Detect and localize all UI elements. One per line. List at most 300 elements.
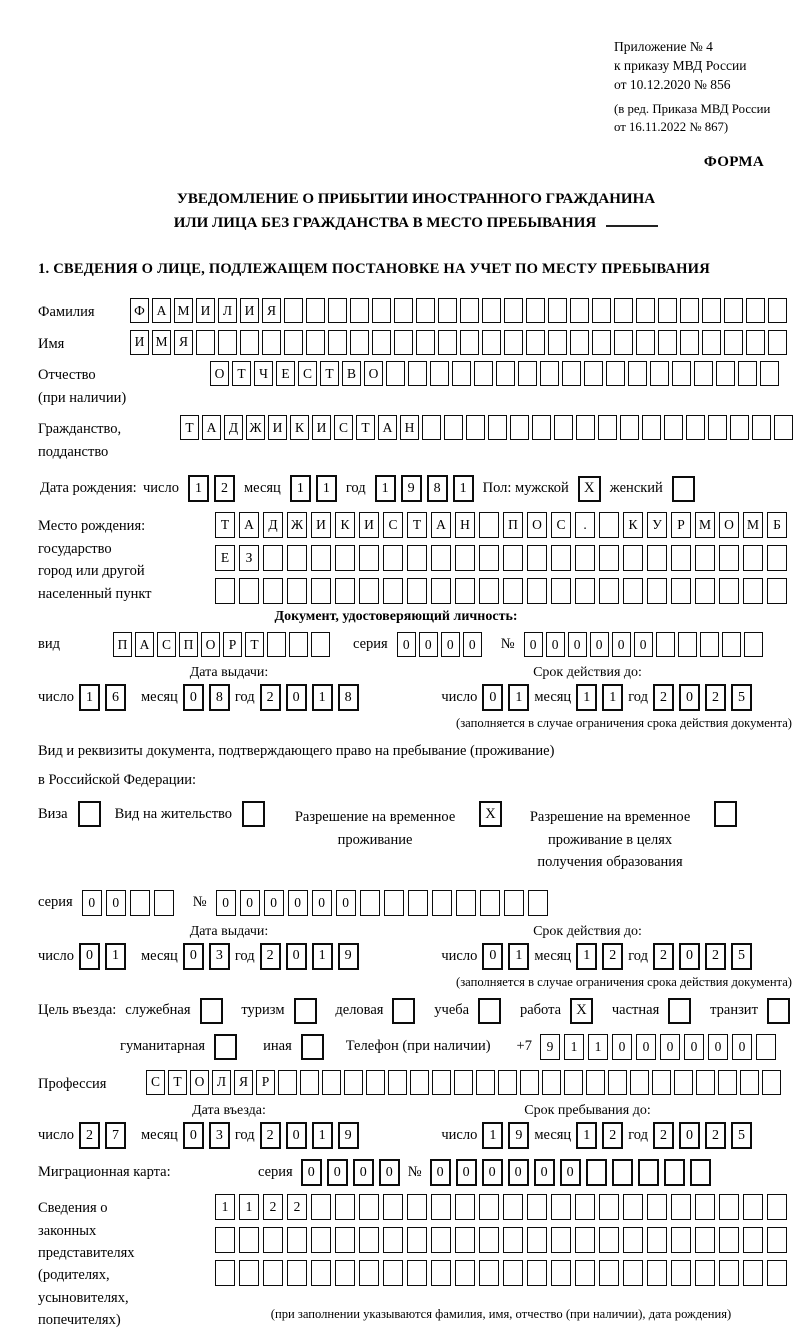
char-box[interactable]: С — [383, 512, 403, 538]
char-box[interactable] — [503, 545, 523, 571]
char-box[interactable] — [647, 578, 667, 604]
char-box[interactable] — [444, 415, 463, 440]
char-box[interactable]: Л — [218, 298, 237, 323]
char-box[interactable]: 1 — [482, 1122, 503, 1149]
char-box[interactable]: С — [334, 415, 353, 440]
issue-month-boxes[interactable] — [183, 684, 230, 711]
char-box[interactable]: 2 — [260, 684, 281, 711]
char-box[interactable]: Ж — [287, 512, 307, 538]
char-box[interactable] — [719, 578, 739, 604]
char-box[interactable]: 0 — [240, 890, 260, 916]
char-box[interactable]: 0 — [568, 632, 587, 657]
char-box[interactable] — [774, 415, 793, 440]
char-box[interactable] — [719, 545, 739, 571]
char-box[interactable] — [431, 1194, 451, 1220]
char-box[interactable]: 0 — [612, 632, 631, 657]
char-box[interactable] — [575, 1194, 595, 1220]
char-box[interactable] — [503, 1260, 523, 1286]
char-box[interactable] — [407, 1194, 427, 1220]
char-box[interactable] — [606, 361, 625, 386]
char-box[interactable]: 0 — [79, 943, 100, 970]
char-box[interactable] — [196, 330, 215, 355]
char-box[interactable] — [215, 1260, 235, 1286]
char-box[interactable]: 2 — [705, 1122, 726, 1149]
char-box[interactable] — [576, 415, 595, 440]
char-box[interactable] — [570, 298, 589, 323]
char-box[interactable] — [311, 1227, 331, 1253]
char-box[interactable]: 1 — [105, 943, 126, 970]
char-box[interactable] — [722, 632, 741, 657]
char-box[interactable]: 0 — [508, 1159, 529, 1186]
char-box[interactable] — [240, 330, 259, 355]
char-box[interactable]: 1 — [312, 684, 333, 711]
char-box[interactable]: Т — [245, 632, 264, 657]
migration-number-boxes[interactable] — [430, 1159, 711, 1186]
char-box[interactable] — [488, 415, 507, 440]
char-box[interactable]: 0 — [216, 890, 236, 916]
char-box[interactable]: И — [130, 330, 149, 355]
char-box[interactable] — [767, 1227, 787, 1253]
char-box[interactable] — [551, 1227, 571, 1253]
char-box[interactable]: Е — [215, 545, 235, 571]
char-box[interactable] — [671, 578, 691, 604]
char-box[interactable]: 6 — [105, 684, 126, 711]
char-box[interactable] — [407, 545, 427, 571]
char-box[interactable]: . — [575, 512, 595, 538]
char-box[interactable]: О — [210, 361, 229, 386]
char-box[interactable]: 0 — [183, 943, 204, 970]
char-box[interactable]: О — [527, 512, 547, 538]
char-box[interactable]: Н — [455, 512, 475, 538]
residence-expiry-year-boxes[interactable] — [653, 943, 752, 970]
char-box[interactable] — [528, 890, 548, 916]
char-box[interactable] — [300, 1070, 319, 1095]
char-box[interactable] — [408, 890, 428, 916]
char-box[interactable]: А — [135, 632, 154, 657]
char-box[interactable] — [702, 298, 721, 323]
char-box[interactable]: Я — [174, 330, 193, 355]
temp-residence-education-checkbox[interactable] — [714, 801, 737, 827]
char-box[interactable] — [482, 330, 501, 355]
char-box[interactable] — [479, 545, 499, 571]
char-box[interactable] — [527, 578, 547, 604]
char-box[interactable]: Я — [262, 298, 281, 323]
char-box[interactable]: В — [342, 361, 361, 386]
char-box[interactable] — [672, 361, 691, 386]
char-box[interactable] — [306, 330, 325, 355]
birth-place-boxes-row2[interactable] — [215, 545, 787, 571]
char-box[interactable]: 5 — [731, 684, 752, 711]
residence-issue-year-boxes[interactable] — [260, 943, 359, 970]
char-box[interactable]: 0 — [286, 943, 307, 970]
char-box[interactable] — [678, 632, 697, 657]
char-box[interactable]: А — [431, 512, 451, 538]
char-box[interactable] — [388, 1070, 407, 1095]
char-box[interactable]: 0 — [183, 1122, 204, 1149]
char-box[interactable] — [620, 415, 639, 440]
char-box[interactable]: 0 — [82, 890, 102, 916]
char-box[interactable] — [540, 361, 559, 386]
char-box[interactable] — [311, 578, 331, 604]
char-box[interactable]: 1 — [316, 475, 337, 502]
char-box[interactable] — [614, 298, 633, 323]
char-box[interactable]: М — [743, 512, 763, 538]
char-box[interactable] — [335, 1194, 355, 1220]
char-box[interactable]: О — [719, 512, 739, 538]
char-box[interactable] — [130, 890, 150, 916]
char-box[interactable]: 0 — [679, 1122, 700, 1149]
issue-day-boxes[interactable] — [79, 684, 126, 711]
char-box[interactable]: 1 — [375, 475, 396, 502]
char-box[interactable] — [743, 578, 763, 604]
char-box[interactable] — [335, 545, 355, 571]
char-box[interactable] — [680, 298, 699, 323]
char-box[interactable]: 9 — [338, 943, 359, 970]
char-box[interactable]: Т — [320, 361, 339, 386]
char-box[interactable] — [359, 1260, 379, 1286]
char-box[interactable]: Р — [223, 632, 242, 657]
char-box[interactable] — [671, 545, 691, 571]
char-box[interactable] — [647, 1227, 667, 1253]
char-box[interactable] — [652, 1070, 671, 1095]
residence-issue-month-boxes[interactable] — [183, 943, 230, 970]
char-box[interactable] — [746, 330, 765, 355]
char-box[interactable]: 2 — [602, 1122, 623, 1149]
char-box[interactable] — [647, 1194, 667, 1220]
char-box[interactable] — [460, 298, 479, 323]
char-box[interactable] — [671, 1194, 691, 1220]
birth-month-boxes[interactable] — [290, 475, 337, 502]
residence-permit-checkbox[interactable] — [242, 801, 265, 827]
char-box[interactable]: 0 — [524, 632, 543, 657]
char-box[interactable] — [263, 1260, 283, 1286]
char-box[interactable] — [431, 1260, 451, 1286]
char-box[interactable]: 0 — [482, 684, 503, 711]
char-box[interactable] — [695, 1194, 715, 1220]
char-box[interactable]: К — [335, 512, 355, 538]
char-box[interactable]: 1 — [312, 943, 333, 970]
char-box[interactable]: 1 — [188, 475, 209, 502]
char-box[interactable] — [438, 298, 457, 323]
char-box[interactable]: 1 — [239, 1194, 259, 1220]
char-box[interactable]: 0 — [684, 1034, 704, 1060]
char-box[interactable] — [455, 545, 475, 571]
char-box[interactable]: 0 — [560, 1159, 581, 1186]
char-box[interactable]: 0 — [634, 632, 653, 657]
char-box[interactable] — [239, 1260, 259, 1286]
char-box[interactable] — [503, 578, 523, 604]
char-box[interactable] — [671, 1227, 691, 1253]
char-box[interactable]: 1 — [576, 684, 597, 711]
char-box[interactable] — [628, 361, 647, 386]
char-box[interactable]: 3 — [209, 943, 230, 970]
entry-day-boxes[interactable] — [79, 1122, 126, 1149]
char-box[interactable]: 1 — [508, 684, 529, 711]
char-box[interactable]: 0 — [327, 1159, 348, 1186]
char-box[interactable] — [360, 890, 380, 916]
char-box[interactable] — [695, 545, 715, 571]
char-box[interactable]: 0 — [482, 943, 503, 970]
char-box[interactable] — [718, 1070, 737, 1095]
char-box[interactable]: 2 — [260, 943, 281, 970]
char-box[interactable] — [708, 415, 727, 440]
char-box[interactable] — [455, 1260, 475, 1286]
migration-series-boxes[interactable] — [301, 1159, 400, 1186]
char-box[interactable] — [575, 1260, 595, 1286]
char-box[interactable] — [694, 361, 713, 386]
char-box[interactable] — [743, 1194, 763, 1220]
char-box[interactable] — [599, 1227, 619, 1253]
char-box[interactable]: 0 — [301, 1159, 322, 1186]
char-box[interactable]: 0 — [264, 890, 284, 916]
char-box[interactable] — [394, 298, 413, 323]
char-box[interactable]: 2 — [653, 943, 674, 970]
char-box[interactable] — [592, 298, 611, 323]
char-box[interactable] — [719, 1194, 739, 1220]
char-box[interactable]: С — [551, 512, 571, 538]
char-box[interactable] — [383, 1260, 403, 1286]
char-box[interactable]: 2 — [705, 684, 726, 711]
char-box[interactable]: О — [201, 632, 220, 657]
char-box[interactable]: А — [239, 512, 259, 538]
char-box[interactable]: 9 — [540, 1034, 560, 1060]
char-box[interactable] — [656, 632, 675, 657]
char-box[interactable]: Т — [356, 415, 375, 440]
char-box[interactable] — [466, 415, 485, 440]
residence-issue-day-boxes[interactable] — [79, 943, 126, 970]
char-box[interactable] — [479, 1194, 499, 1220]
char-box[interactable] — [383, 545, 403, 571]
char-box[interactable]: 3 — [209, 1122, 230, 1149]
char-box[interactable] — [564, 1070, 583, 1095]
char-box[interactable] — [551, 545, 571, 571]
char-box[interactable]: 2 — [705, 943, 726, 970]
char-box[interactable] — [638, 1159, 659, 1186]
char-box[interactable] — [586, 1070, 605, 1095]
profession-boxes[interactable] — [146, 1070, 781, 1095]
char-box[interactable] — [527, 1227, 547, 1253]
char-box[interactable]: И — [196, 298, 215, 323]
char-box[interactable]: 5 — [731, 943, 752, 970]
char-box[interactable] — [700, 632, 719, 657]
sex-female-checkbox[interactable] — [672, 476, 695, 502]
char-box[interactable] — [498, 1070, 517, 1095]
char-box[interactable] — [767, 578, 787, 604]
char-box[interactable]: 0 — [708, 1034, 728, 1060]
char-box[interactable]: 0 — [732, 1034, 752, 1060]
char-box[interactable] — [359, 1194, 379, 1220]
stay-year-boxes[interactable] — [653, 1122, 752, 1149]
char-box[interactable] — [548, 298, 567, 323]
char-box[interactable]: 8 — [209, 684, 230, 711]
char-box[interactable]: 9 — [508, 1122, 529, 1149]
char-box[interactable] — [719, 1260, 739, 1286]
char-box[interactable]: 9 — [338, 1122, 359, 1149]
char-box[interactable] — [562, 361, 581, 386]
doc-number-boxes[interactable] — [524, 632, 763, 657]
char-box[interactable]: 2 — [602, 943, 623, 970]
char-box[interactable] — [218, 330, 237, 355]
char-box[interactable] — [287, 578, 307, 604]
char-box[interactable] — [350, 298, 369, 323]
char-box[interactable] — [746, 298, 765, 323]
char-box[interactable]: 1 — [79, 684, 100, 711]
char-box[interactable]: Д — [224, 415, 243, 440]
char-box[interactable]: 0 — [286, 1122, 307, 1149]
char-box[interactable]: П — [503, 512, 523, 538]
char-box[interactable]: Р — [671, 512, 691, 538]
char-box[interactable] — [526, 298, 545, 323]
char-box[interactable] — [335, 578, 355, 604]
char-box[interactable]: К — [290, 415, 309, 440]
char-box[interactable] — [767, 1194, 787, 1220]
char-box[interactable] — [695, 1260, 715, 1286]
given-name-boxes[interactable] — [130, 330, 787, 355]
char-box[interactable] — [479, 1260, 499, 1286]
char-box[interactable] — [407, 578, 427, 604]
char-box[interactable] — [554, 415, 573, 440]
char-box[interactable]: 1 — [576, 943, 597, 970]
char-box[interactable] — [623, 578, 643, 604]
char-box[interactable] — [623, 1194, 643, 1220]
char-box[interactable] — [438, 330, 457, 355]
char-box[interactable] — [359, 578, 379, 604]
char-box[interactable] — [410, 1070, 429, 1095]
char-box[interactable]: К — [623, 512, 643, 538]
char-box[interactable] — [752, 415, 771, 440]
char-box[interactable] — [743, 545, 763, 571]
char-box[interactable]: 0 — [419, 632, 438, 657]
surname-boxes[interactable] — [130, 298, 787, 323]
char-box[interactable] — [456, 890, 476, 916]
char-box[interactable]: Т — [168, 1070, 187, 1095]
char-box[interactable] — [496, 361, 515, 386]
char-box[interactable]: 1 — [564, 1034, 584, 1060]
char-box[interactable]: Н — [400, 415, 419, 440]
char-box[interactable]: И — [312, 415, 331, 440]
char-box[interactable]: 1 — [576, 1122, 597, 1149]
char-box[interactable]: Ж — [246, 415, 265, 440]
char-box[interactable] — [263, 545, 283, 571]
residence-series-boxes[interactable] — [82, 890, 174, 916]
char-box[interactable]: 0 — [397, 632, 416, 657]
char-box[interactable] — [479, 1227, 499, 1253]
char-box[interactable]: 0 — [636, 1034, 656, 1060]
char-box[interactable] — [719, 1227, 739, 1253]
char-box[interactable] — [504, 890, 524, 916]
purpose-business-checkbox[interactable] — [392, 998, 415, 1024]
char-box[interactable] — [311, 632, 330, 657]
char-box[interactable] — [287, 1227, 307, 1253]
birth-day-boxes[interactable] — [188, 475, 235, 502]
char-box[interactable]: 0 — [534, 1159, 555, 1186]
char-box[interactable] — [527, 1194, 547, 1220]
char-box[interactable] — [664, 415, 683, 440]
char-box[interactable]: И — [359, 512, 379, 538]
char-box[interactable] — [479, 578, 499, 604]
char-box[interactable] — [612, 1159, 633, 1186]
char-box[interactable] — [696, 1070, 715, 1095]
char-box[interactable]: 0 — [679, 943, 700, 970]
char-box[interactable] — [306, 298, 325, 323]
char-box[interactable] — [416, 298, 435, 323]
char-box[interactable] — [328, 330, 347, 355]
char-box[interactable] — [311, 545, 331, 571]
char-box[interactable] — [599, 512, 619, 538]
char-box[interactable] — [407, 1227, 427, 1253]
char-box[interactable]: 0 — [430, 1159, 451, 1186]
char-box[interactable]: 8 — [427, 475, 448, 502]
char-box[interactable]: 1 — [453, 475, 474, 502]
char-box[interactable] — [284, 298, 303, 323]
char-box[interactable]: 0 — [546, 632, 565, 657]
char-box[interactable]: 0 — [612, 1034, 632, 1060]
char-box[interactable] — [548, 330, 567, 355]
char-box[interactable] — [284, 330, 303, 355]
char-box[interactable] — [526, 330, 545, 355]
char-box[interactable] — [479, 512, 499, 538]
char-box[interactable] — [504, 330, 523, 355]
char-box[interactable]: 0 — [660, 1034, 680, 1060]
char-box[interactable]: 2 — [653, 1122, 674, 1149]
char-box[interactable]: Е — [276, 361, 295, 386]
char-box[interactable] — [575, 578, 595, 604]
char-box[interactable] — [686, 415, 705, 440]
char-box[interactable]: Т — [180, 415, 199, 440]
char-box[interactable] — [695, 578, 715, 604]
char-box[interactable] — [598, 415, 617, 440]
char-box[interactable] — [520, 1070, 539, 1095]
char-box[interactable]: 0 — [353, 1159, 374, 1186]
char-box[interactable] — [359, 1227, 379, 1253]
char-box[interactable] — [768, 330, 787, 355]
phone-boxes[interactable] — [540, 1034, 776, 1060]
char-box[interactable]: 0 — [463, 632, 482, 657]
char-box[interactable]: П — [113, 632, 132, 657]
char-box[interactable] — [383, 578, 403, 604]
char-box[interactable] — [527, 545, 547, 571]
char-box[interactable] — [263, 1227, 283, 1253]
char-box[interactable]: И — [311, 512, 331, 538]
char-box[interactable] — [474, 361, 493, 386]
char-box[interactable] — [311, 1260, 331, 1286]
char-box[interactable]: 0 — [336, 890, 356, 916]
char-box[interactable]: 9 — [401, 475, 422, 502]
char-box[interactable] — [480, 890, 500, 916]
expiry-month-boxes[interactable] — [576, 684, 623, 711]
char-box[interactable] — [416, 330, 435, 355]
char-box[interactable] — [372, 298, 391, 323]
char-box[interactable]: 8 — [338, 684, 359, 711]
char-box[interactable] — [239, 1227, 259, 1253]
char-box[interactable]: З — [239, 545, 259, 571]
char-box[interactable] — [503, 1227, 523, 1253]
char-box[interactable]: 1 — [602, 684, 623, 711]
char-box[interactable] — [383, 1194, 403, 1220]
char-box[interactable]: 0 — [441, 632, 460, 657]
char-box[interactable] — [366, 1070, 385, 1095]
char-box[interactable] — [614, 330, 633, 355]
purpose-private-checkbox[interactable] — [668, 998, 691, 1024]
char-box[interactable] — [623, 545, 643, 571]
char-box[interactable]: М — [174, 298, 193, 323]
char-box[interactable] — [584, 361, 603, 386]
char-box[interactable] — [287, 545, 307, 571]
char-box[interactable] — [476, 1070, 495, 1095]
char-box[interactable]: И — [268, 415, 287, 440]
char-box[interactable] — [716, 361, 735, 386]
char-box[interactable]: О — [364, 361, 383, 386]
